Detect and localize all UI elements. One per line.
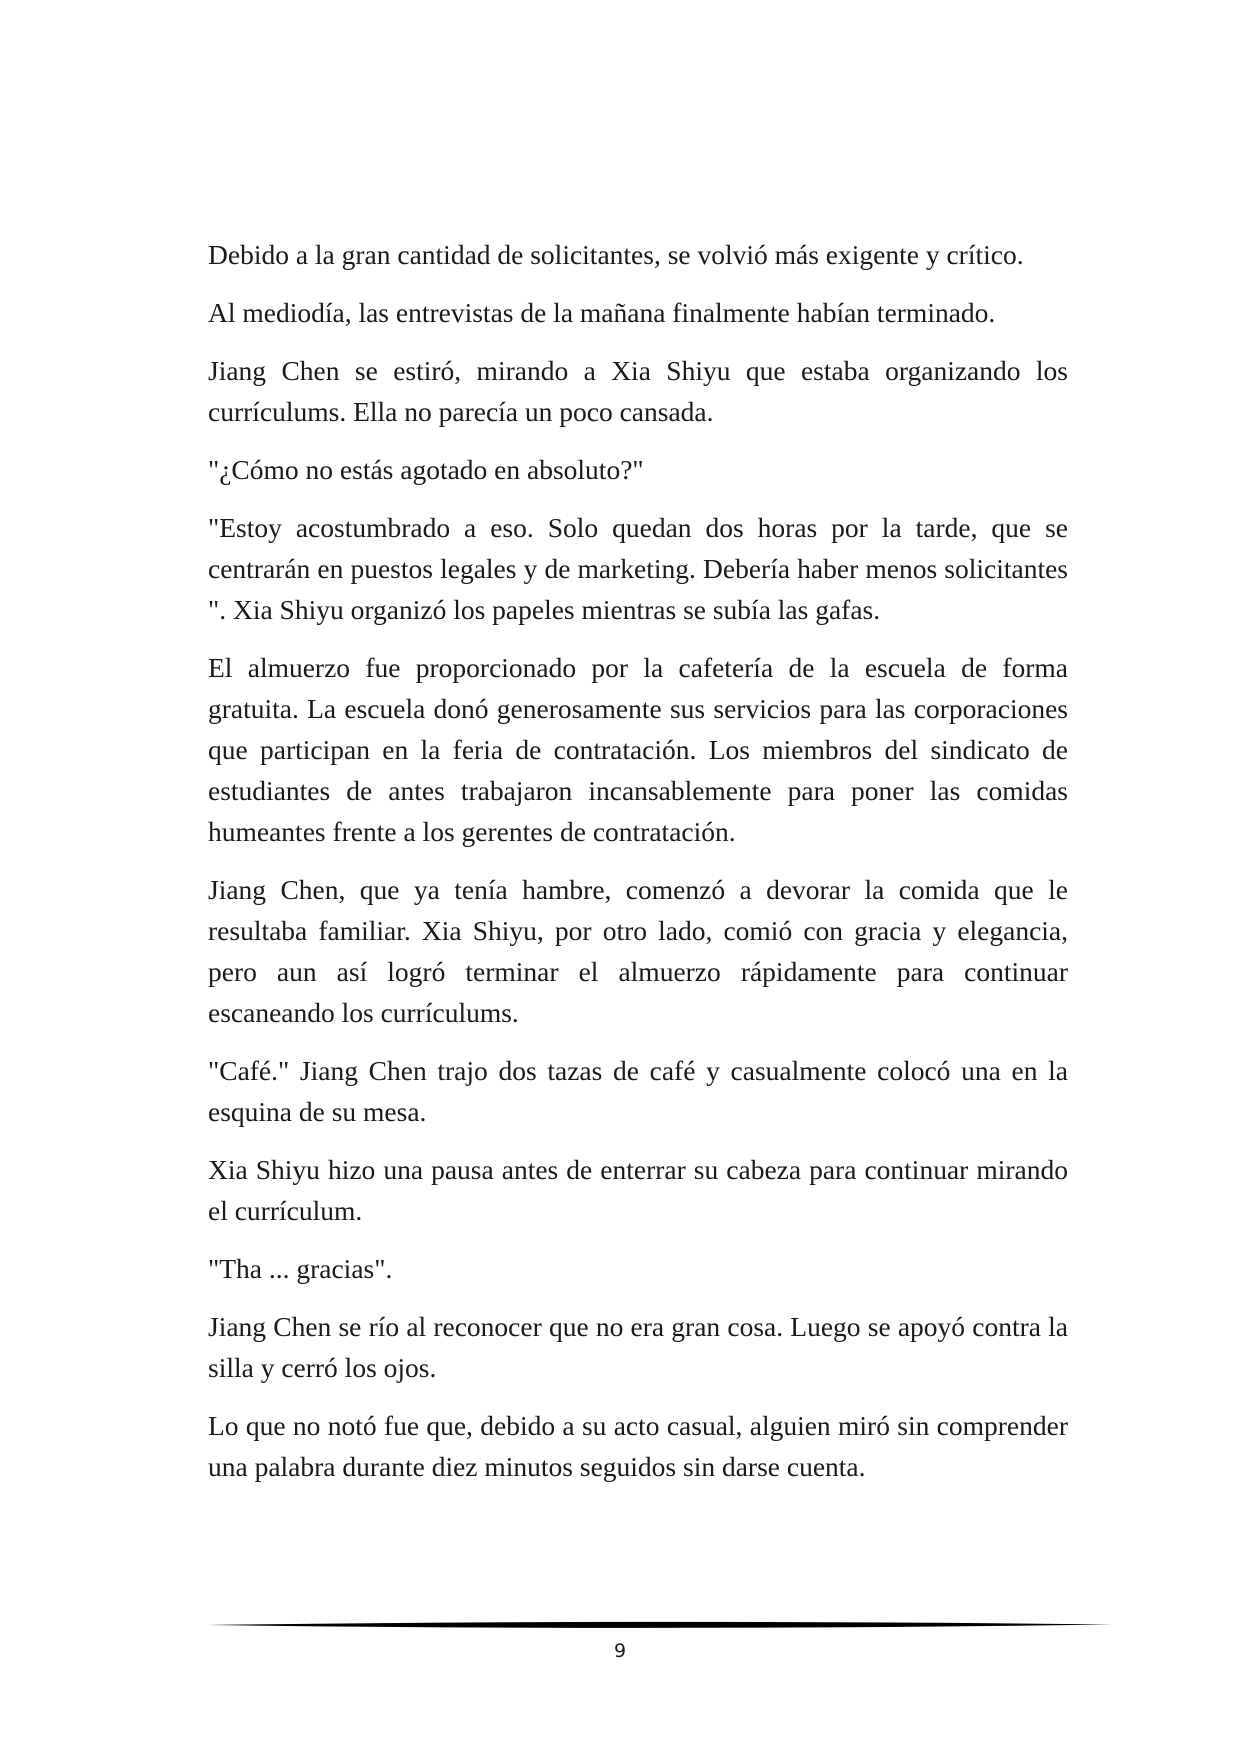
paragraph: Lo que no notó fue que, debido a su acto casual, alguien miró sin comprender una palabra durante diez minutos seguidos sin darse cuenta. — [208, 1410, 1068, 1482]
paragraph: "Café." Jiang Chen trajo dos tazas de café y casualmente colocó una en la esquina de su mesa. — [208, 1055, 1068, 1127]
paragraph: Debido a la gran cantidad de solicitantes, se volvió más exigente y crítico. — [208, 239, 1024, 270]
paragraph: "Tha ... gracias". — [208, 1253, 393, 1284]
paragraph: Al mediodía, las entrevistas de la mañana finalmente habían terminado. — [208, 297, 996, 328]
paragraph: El almuerzo fue proporcionado por la cafetería de la escuela de forma gratuita. La escuela donó generosamente sus servicios para las corporaciones que participan en la feria de contratación. Los miembros del sindicato de estudiantes de antes trabajaron incansablemente para poner las comidas humeantes frente a los gerentes de contratación. — [208, 652, 1068, 847]
page-number: 9 — [613, 1640, 627, 1662]
paragraph: "¿Cómo no estás agotado en absoluto?" — [208, 454, 644, 485]
paragraph: Jiang Chen se estiró, mirando a Xia Shiyu que estaba organizando los currículums. Ella no parecía un poco cansada. — [208, 355, 1068, 427]
paragraph: Xia Shiyu hizo una pausa antes de enterrar su cabeza para continuar mirando el currículum. — [208, 1154, 1068, 1226]
paragraph: "Estoy acostumbrado a eso. Solo quedan dos horas por la tarde, que se centrarán en puestos legales y de marketing. Debería haber menos solicitantes ". Xia Shiyu organizó los papeles mientras se subía las gafas. — [208, 512, 1068, 625]
paragraph: Jiang Chen se río al reconocer que no era gran cosa. Luego se apoyó contra la silla y cerró los ojos. — [208, 1311, 1068, 1383]
paragraph: Jiang Chen, que ya tenía hambre, comenzó a devorar la comida que le resultaba familiar. Xia Shiyu, por otro lado, comió con gracia y elegancia, pero aun así logró terminar el almuerzo rápidamente para continuar escaneando los currículums. — [208, 874, 1068, 1028]
footer-divider — [208, 1619, 1113, 1631]
body-text — [208, 234, 1068, 1504]
